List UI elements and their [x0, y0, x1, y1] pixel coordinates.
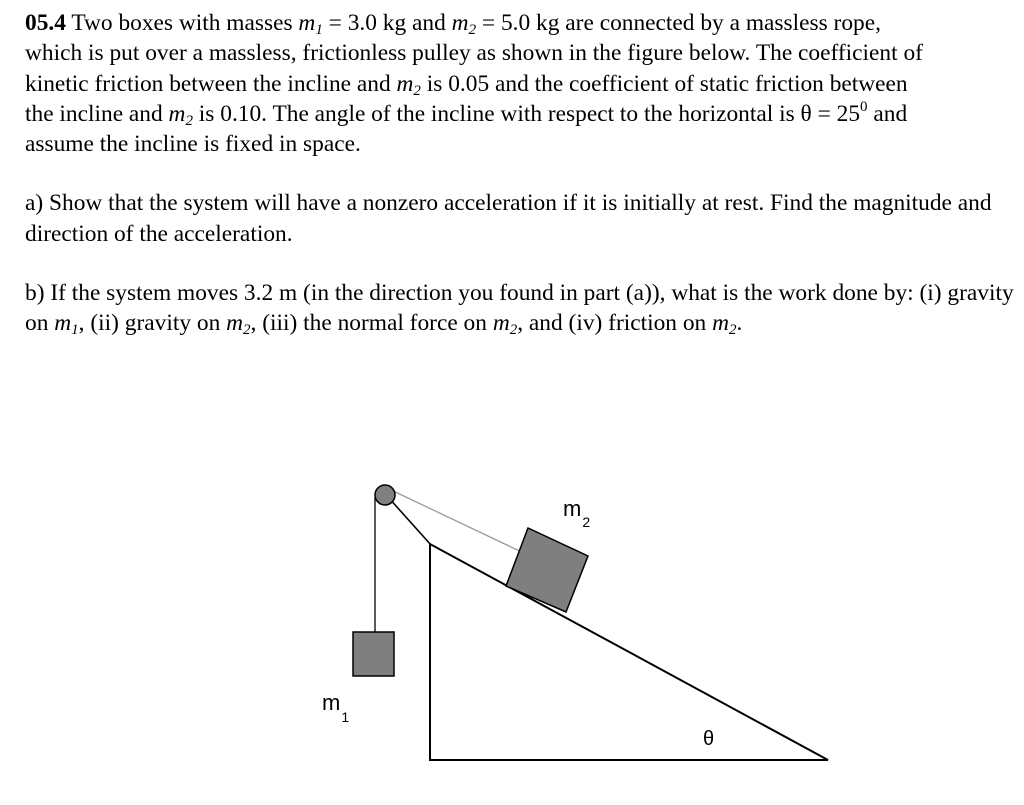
pulley-bracket: [388, 497, 431, 545]
incline: [430, 544, 828, 760]
problem-statement: 05.4 Two boxes with masses $m_1 = 3.0$ kg and $m_2 = 5.0$ kg are connected by a massless rope, which is put over a massless, frictionless pulley as shown in the figure below. The coefficient of kinetic friction between the incline and $m_2$ is 0.05 and the coefficient of static friction between the incline and $m_2$ is 0.10. The angle of the incline with respect to the horizontal is $\theta = 25^0$ and assume the incline is fixed in space.: [25, 10, 923, 158]
pulley-icon: [375, 485, 395, 505]
box-m2: [506, 528, 588, 612]
box-m1: [353, 632, 394, 676]
part-a: a) Show that the system will have a nonzero acceleration if it is initially at rest. Find the magnitude and direction of the acceleration.: [25, 190, 992, 247]
problem-number: 05.4: [25, 10, 66, 36]
m1-label: $m_1$: [322, 690, 350, 725]
m2-label: $m_2$: [563, 496, 591, 530]
part-b: b) If the system moves 3.2 m (in the direction you found in part (a)), what is the work done by: (i) gravity on $m_1$, (ii) gravity on $m_2$, (iii) the normal force on $m_2$, and (iv) friction on $m_2$.: [25, 280, 1014, 339]
angle-label: θ: [703, 728, 715, 750]
